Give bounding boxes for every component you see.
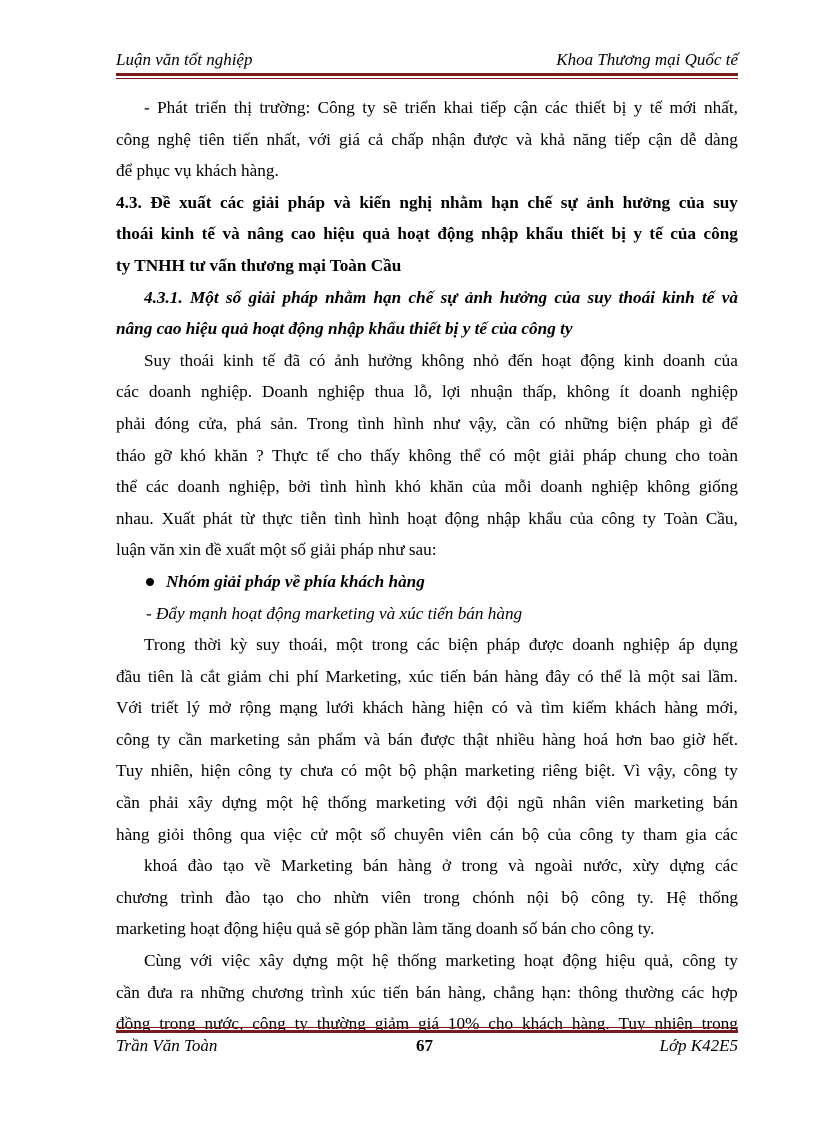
text-line: các doanh nghiệp. Doanh nghiệp thua lỗ, lợi nhuận thấp, không ít doanh nghiệp (116, 382, 738, 402)
text-line: - Phát triển thị trường: Công ty sẽ triển khai tiếp cận các thiết bị y tế mới nhất, (144, 98, 738, 117)
text-line: hàng giỏi thông qua việc cử một số chuyên viên cán bộ của công ty tham gia các (116, 824, 738, 844)
bullet-icon (146, 578, 154, 586)
text-line: luận văn xin đề xuất một số giải pháp như sau: (116, 540, 437, 560)
text-line: khoá đào tạo về Marketing bán hàng ở trong và ngoài nước, xừy dựng các (144, 856, 738, 876)
text-line: nhau. Xuất phát từ thực tiễn tình hình hoạt động nhập khẩu của công ty Toàn Cầu, (116, 508, 738, 528)
text-line: phải đóng cửa, phá sản. Trong tình hình như vậy, cần có những biện pháp gì để (116, 413, 738, 433)
header-thesis-label: Luận văn tốt nghiệp (116, 50, 253, 69)
text-line: để phục vụ khách hàng. (116, 161, 279, 181)
bullet-item (116, 566, 738, 598)
text-line: tháo gỡ khó khăn ? Thực tế cho thấy không thể có một giải pháp chung cho toàn (116, 445, 738, 465)
page-number: 67 (416, 1036, 433, 1055)
text-line: marketing hoạt động hiệu quả sẽ góp phần làm tăng doanh số bán cho công ty. (116, 919, 655, 939)
text-line: Với triết lý mở rộng mạng lưới khách hàng hiện có và tìm kiếm khách hàng mới, (116, 698, 738, 718)
text-line: cần đưa ra những chương trình xúc tiến bán hàng, chẳng hạn: thông thường các hợp (116, 982, 738, 1002)
subsection-heading-line: nâng cao hiệu quả hoạt động nhập khẩu thiết bị y tế của công ty (116, 319, 573, 339)
text-line: cần phải xây dựng một hệ thống marketing với đội ngũ nhân viên marketing bán (116, 793, 738, 813)
footer-rule (116, 1027, 738, 1033)
text-line: đầu tiên là cắt giảm chi phí Marketing, xúc tiến bán hàng đây có thể là một sai lầm. (116, 666, 738, 686)
text-line: công nghệ tiên tiến nhất, với giá cả chấp nhận được và khả năng tiếp cận dễ dàng (116, 129, 738, 149)
footer-author: Trần Văn Toàn (116, 1036, 218, 1055)
subsection-heading-line: 4.3.1. Một số giải pháp nhằm hạn chế sự ảnh hưởng của suy thoái kinh tế và (144, 287, 738, 307)
text-line: công ty cần marketing sản phẩm và bán được thật nhiều hàng hoá hơn bao giờ hết. (116, 729, 738, 749)
bullet-label: Nhóm giải pháp về phía khách hàng (166, 571, 425, 591)
text-line: thể các doanh nghiệp, bởi tình hình khó khăn của mỗi doanh nghiệp không giống (116, 477, 738, 497)
header-faculty-label: Khoa Thương mại Quốc tế (556, 50, 738, 69)
text-line: Suy thoái kinh tế đã có ảnh hưởng không nhỏ đến hoạt động kinh doanh của (144, 350, 738, 370)
text-line: Cùng với việc xây dựng một hệ thống marketing hoạt động hiệu quả, công ty (144, 951, 738, 971)
text-line: chương trình đào tạo cho nhừn viên trong chónh nội bộ công ty. Hệ thống (116, 887, 738, 907)
section-heading-line: thoái kinh tế và nâng cao hiệu quả hoạt động nhập khẩu thiết bị y tế của công (116, 224, 738, 244)
dash-item: - Đẩy mạnh hoạt động marketing và xúc tiến bán hàng (146, 603, 523, 623)
page-body (116, 92, 738, 1040)
page-footer (116, 1036, 738, 1064)
text-line: Tuy nhiên, hiện công ty chưa có một bộ phận marketing riêng biệt. Vì vậy, công ty (116, 761, 738, 781)
section-heading-line: 4.3. Đề xuất các giải pháp và kiến nghị nhằm hạn chế sự ảnh hưởng của suy (116, 192, 738, 212)
section-heading-line: ty TNHH tư vấn thương mại Toàn Cầu (116, 255, 402, 275)
text-line: Trong thời kỳ suy thoái, một trong các biện pháp được doanh nghiệp áp dụng (144, 635, 738, 655)
footer-class: Lớp K42E5 (659, 1036, 738, 1055)
text-line: đồng trong nước, công ty thường giảm giá 10% cho khách hàng. Tuy nhiên trong (116, 1014, 738, 1034)
page-header (116, 46, 738, 72)
header-rule (116, 73, 738, 79)
